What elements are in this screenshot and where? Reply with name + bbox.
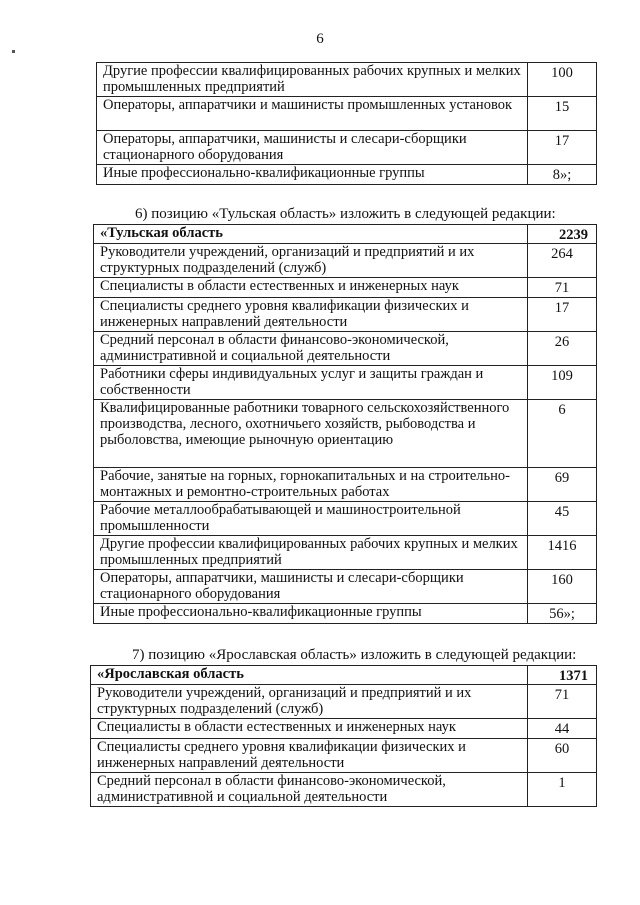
table-row <box>91 685 597 719</box>
row-value: 26 <box>528 332 597 366</box>
table-row <box>91 739 597 773</box>
row-value: 45 <box>528 502 597 536</box>
region-title: «Ярославская область <box>91 666 528 685</box>
table-yaroslavl <box>90 665 597 807</box>
region-total: 1371 <box>528 666 597 685</box>
row-label: Операторы, аппаратчики, машинисты и слесари-сборщики стационарного оборудования <box>94 570 528 604</box>
table-row <box>94 570 597 604</box>
table-header-row <box>91 666 597 685</box>
table-row <box>94 536 597 570</box>
table-row <box>94 502 597 536</box>
row-label: Рабочие, занятые на горных, горнокапитальных и на строительно-монтажных и ремонтно-строительных работах <box>94 468 528 502</box>
row-label: Иные профессионально-квалификационные группы <box>94 604 528 624</box>
row-label: Рабочие металлообрабатывающей и машиностроительной промышленности <box>94 502 528 536</box>
row-value: 56»; <box>528 604 597 624</box>
row-label: Работники сферы индивидуальных услуг и защиты граждан и собственности <box>94 366 528 400</box>
scan-mark <box>12 50 15 53</box>
row-value: 60 <box>528 739 597 773</box>
row-value: 160 <box>528 570 597 604</box>
table-row <box>97 63 597 97</box>
row-label: Другие профессии квалифицированных рабочих крупных и мелких промышленных предприятий <box>97 63 528 97</box>
table-row <box>94 604 597 624</box>
table-row <box>94 468 597 502</box>
row-label: Средний персонал в области финансово-экономической, административной и социальной деятельности <box>94 332 528 366</box>
table-row <box>94 298 597 332</box>
table-row <box>97 97 597 131</box>
row-value: 100 <box>528 63 597 97</box>
table-row <box>94 244 597 278</box>
row-value: 44 <box>528 719 597 739</box>
row-value: 71 <box>528 278 597 298</box>
section-intro-tula: 6) позицию «Тульская область» изложить в следующей редакции: <box>135 206 556 222</box>
row-value: 15 <box>528 97 597 131</box>
table-tula <box>93 224 597 624</box>
page-number: 6 <box>316 31 324 47</box>
table-row <box>94 366 597 400</box>
row-value: 6 <box>528 400 597 468</box>
row-value: 17 <box>528 298 597 332</box>
row-label: Руководители учреждений, организаций и предприятий и их структурных подразделений (служб) <box>91 685 528 719</box>
table-row <box>91 719 597 739</box>
row-value: 1416 <box>528 536 597 570</box>
row-value: 17 <box>528 131 597 165</box>
row-label: Специалисты среднего уровня квалификации физических и инженерных направлений деятельности <box>91 739 528 773</box>
table-row <box>91 773 597 807</box>
table-row <box>94 278 597 298</box>
row-value: 264 <box>528 244 597 278</box>
table-row <box>94 400 597 468</box>
table-header-row <box>94 225 597 244</box>
region-total: 2239 <box>528 225 597 244</box>
row-label: Специалисты в области естественных и инженерных наук <box>94 278 528 298</box>
row-label: Специалисты среднего уровня квалификации физических и инженерных направлений деятельности <box>94 298 528 332</box>
row-label: Операторы, аппаратчики и машинисты промышленных установок <box>97 97 528 131</box>
table-row <box>97 131 597 165</box>
row-value: 69 <box>528 468 597 502</box>
row-label: Квалифицированные работники товарного сельскохозяйственного производства, лесного, охотничьего хозяйств, рыбоводства и рыболовства, имеющие рыночную ориентацию <box>94 400 528 468</box>
table-continuation <box>96 62 597 185</box>
region-title: «Тульская область <box>94 225 528 244</box>
row-value: 8»; <box>528 165 597 185</box>
row-value: 109 <box>528 366 597 400</box>
row-label: Специалисты в области естественных и инженерных наук <box>91 719 528 739</box>
table-row <box>94 332 597 366</box>
row-label: Иные профессионально-квалификационные группы <box>97 165 528 185</box>
row-label: Другие профессии квалифицированных рабочих крупных и мелких промышленных предприятий <box>94 536 528 570</box>
row-label: Средний персонал в области финансово-экономической, административной и социальной деятельности <box>91 773 528 807</box>
row-value: 1 <box>528 773 597 807</box>
row-label: Операторы, аппаратчики, машинисты и слесари-сборщики стационарного оборудования <box>97 131 528 165</box>
row-value: 71 <box>528 685 597 719</box>
row-label: Руководители учреждений, организаций и предприятий и их структурных подразделений (служб) <box>94 244 528 278</box>
table-row <box>97 165 597 185</box>
section-intro-yaroslavl: 7) позицию «Ярославская область» изложить в следующей редакции: <box>132 647 577 663</box>
